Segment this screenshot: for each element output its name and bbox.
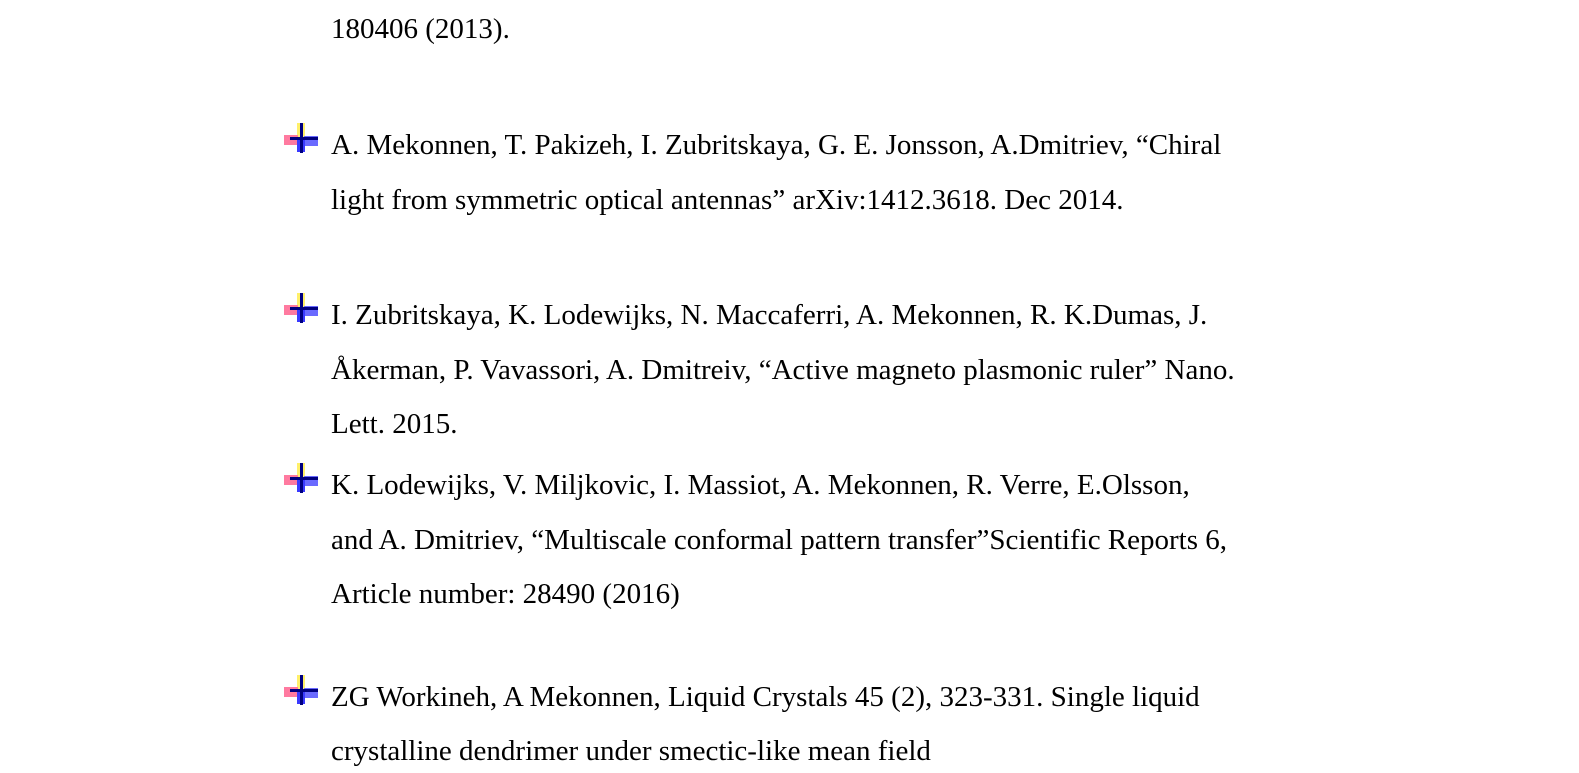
reference-line: Article number: 28490 (2016) <box>331 578 680 610</box>
reference-line: and A. Dmitriev, “Multiscale conformal pattern transfer”Scientific Reports 6, <box>331 524 1228 556</box>
cross-bullet-icon <box>284 462 320 494</box>
carryover-citation-line: 180406 (2013). <box>331 13 510 45</box>
reference-line: light from symmetric optical antennas” arXiv:1412.3618. Dec 2014. <box>331 184 1124 216</box>
reference-line: ZG Workineh, A Mekonnen, Liquid Crystals 45 (2), 323-331. Single liquid <box>331 681 1200 713</box>
reference-line: K. Lodewijks, V. Miljkovic, I. Massiot, A. Mekonnen, R. Verre, E.Olsson, <box>331 469 1190 501</box>
reference-line: A. Mekonnen, T. Pakizeh, I. Zubritskaya, G. E. Jonsson, A.Dmitriev, “Chiral <box>331 129 1222 161</box>
reference-line: Lett. 2015. <box>331 408 458 440</box>
reference-line: I. Zubritskaya, K. Lodewijks, N. Maccaferri, A. Mekonnen, R. K.Dumas, J. <box>331 299 1208 331</box>
reference-line: crystalline dendrimer under smectic-like mean field <box>331 735 931 767</box>
reference-line: Åkerman, P. Vavassori, A. Dmitreiv, “Active magneto plasmonic ruler” Nano. <box>331 354 1235 386</box>
cross-bullet-icon <box>284 674 320 706</box>
cross-bullet-icon <box>284 122 320 154</box>
cross-bullet-icon <box>284 292 320 324</box>
